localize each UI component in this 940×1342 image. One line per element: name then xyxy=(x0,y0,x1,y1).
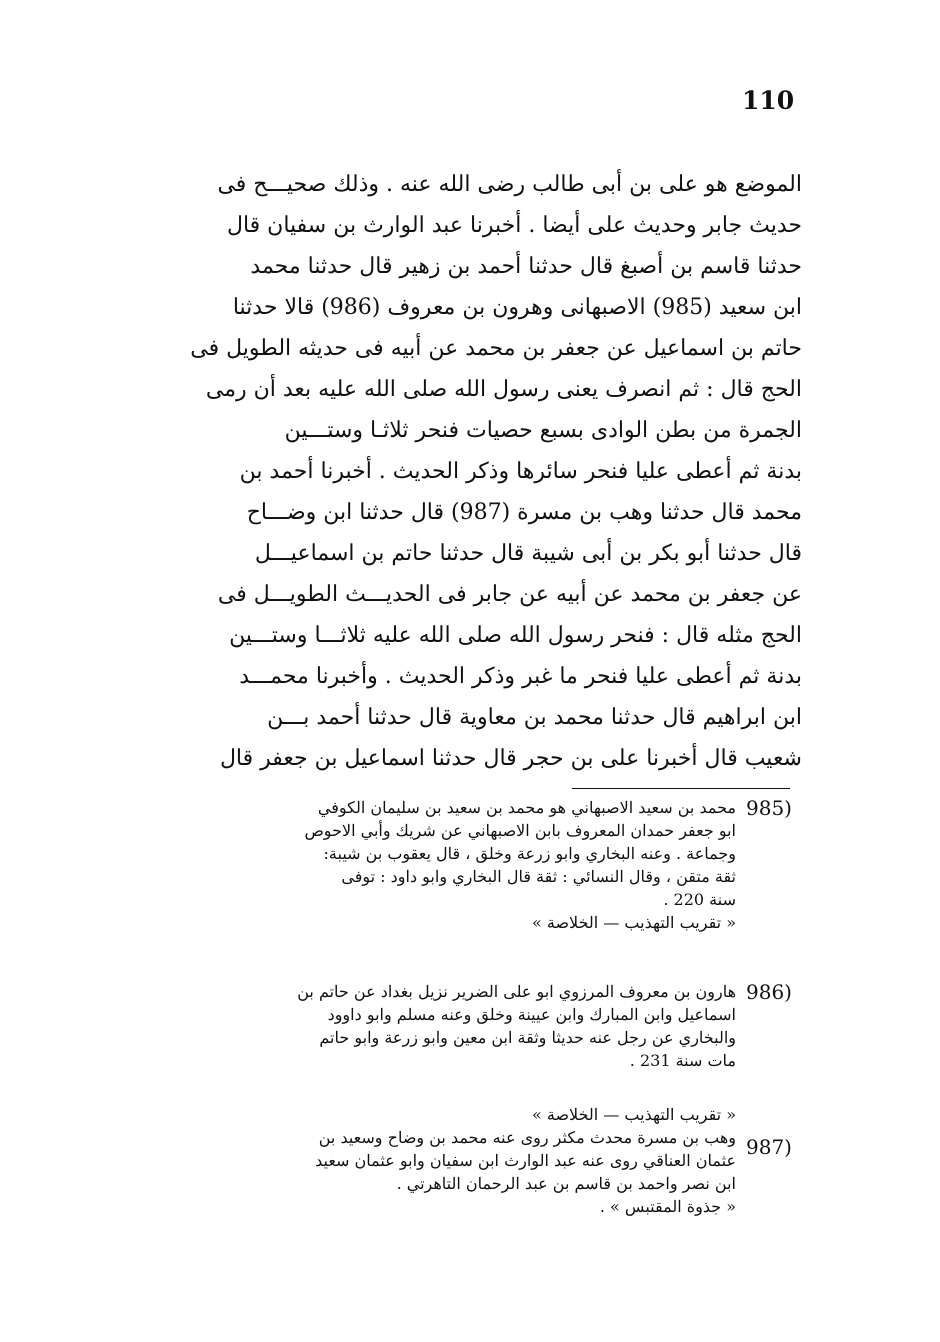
footnote-line: سنة 220 . xyxy=(663,890,736,909)
page-number: 110 xyxy=(742,86,795,115)
footnote-number: 985) xyxy=(746,796,792,820)
text-line: محمد قال حدثنا وهب بن مسرة (987) قال حدثنا ابن وضـــاح xyxy=(246,500,802,525)
footnote-number: 986) xyxy=(746,980,792,1004)
footnote-line: اسماعيل وابن المبارك وابن عيينة وخلق وعنه مسلم وابو داوود xyxy=(327,1005,736,1024)
footnote-body xyxy=(110,796,736,934)
main-text xyxy=(122,164,802,779)
footnote-line: ثقة متقن ، وقال النسائي : ثقة قال البخاري وابو داود : توفى xyxy=(341,867,736,886)
text-line: الحج مثله قال : فنحر رسول الله صلى الله عليه ثلاثـــا وستـــين xyxy=(229,623,802,648)
footnote-body xyxy=(110,980,736,1072)
text-line: الحج قال : ثم انصرف يعنى رسول الله صلى الله عليه بعد أن رمى xyxy=(205,377,802,402)
footnote-source: « جذوة المقتبس » . xyxy=(599,1197,736,1216)
footnote-line: هارون بن معروف المرزوي ابو على الضرير نزيل بغداد عن حاتم بن xyxy=(297,982,736,1001)
text-line: ابن سعيد (985) الاصبهانى وهرون بن معروف (986) قالا حدثنا xyxy=(232,295,802,320)
footnote-987 xyxy=(110,1103,810,1218)
footnote-number: 987) xyxy=(746,1135,792,1159)
text-line: حاتم بن اسماعيل عن جعفر بن محمد عن أبيه فى حديثه الطويل فى xyxy=(190,336,802,361)
footnote-line: ابن نصر واحمد بن قاسم بن عبد الرحمان التاهرتي . xyxy=(396,1174,736,1193)
text-line: الموضع هو على بن أبى طالب رضى الله عنه . وذلك صحيـــح فى xyxy=(217,172,802,197)
footnote-line: عثمان العناقي روى عنه عبد الوارث ابن سفيان وابو عثمان سعيد xyxy=(315,1151,736,1170)
footnote-line: والبخاري عن رجل عنه حديثا وثقة ابن معين وابو زرعة وابو حاتم xyxy=(319,1028,736,1047)
text-line: عن جعفر بن محمد عن أبيه عن جابر فى الحديـــث الطويـــل فى xyxy=(217,582,802,607)
footnote-source: « تقريب التهذيب — الخلاصة » xyxy=(532,1105,736,1124)
footnote-line: وجماعة . وعنه البخاري وابو زرعة وخلق ، قال يعقوب بن شيبة: xyxy=(323,844,736,863)
footnote-body xyxy=(110,1103,810,1218)
footnote-divider xyxy=(572,788,790,789)
footnote-line: محمد بن سعيد الاصبهاني هو محمد بن سعيد بن سليمان الكوفي xyxy=(317,798,736,817)
text-line: بدنة ثم أعطى عليا فنحر ما غبر وذكر الحديث . وأخبرنا محمـــد xyxy=(239,664,802,689)
text-line: ابن ابراهيم قال حدثنا محمد بن معاوية قال حدثنا أحمد بـــن xyxy=(267,705,802,730)
footnote-source: « تقريب التهذيب — الخلاصة » xyxy=(532,913,736,932)
text-line: حديث جابر وحديث على أيضا . أخبرنا عبد الوارث بن سفيان قال xyxy=(226,213,802,238)
text-line: الجمرة من بطن الوادى بسبع حصيات فنحر ثلاثـا وستـــين xyxy=(284,418,802,443)
text-line: شعيب قال أخبرنا على بن حجر قال حدثنا اسماعيل بن جعفر قال xyxy=(219,746,802,771)
text-line: قال حدثنا أبو بكر بن أبى شيبة قال حدثنا حاتم بن اسماعيـــل xyxy=(254,541,802,566)
footnote-986 xyxy=(110,980,810,1072)
text-line: حدثنا قاسم بن أصبغ قال حدثنا أحمد بن زهير قال حدثنا محمد xyxy=(250,254,802,279)
text-line: بدنة ثم أعطى عليا فنحر سائرها وذكر الحديث . أخبرنا أحمد بن xyxy=(239,459,802,484)
footnote-985 xyxy=(110,796,810,934)
footnote-line: وهب بن مسرة محدث مكثر روى عنه محمد بن وضاح وسعيد بن xyxy=(318,1128,736,1147)
footnote-line: ابو جعفر حمدان المعروف بابن الاصبهاني عن شريك وأبي الاحوص xyxy=(304,821,736,840)
footnote-line: مات سنة 231 . xyxy=(629,1051,736,1070)
